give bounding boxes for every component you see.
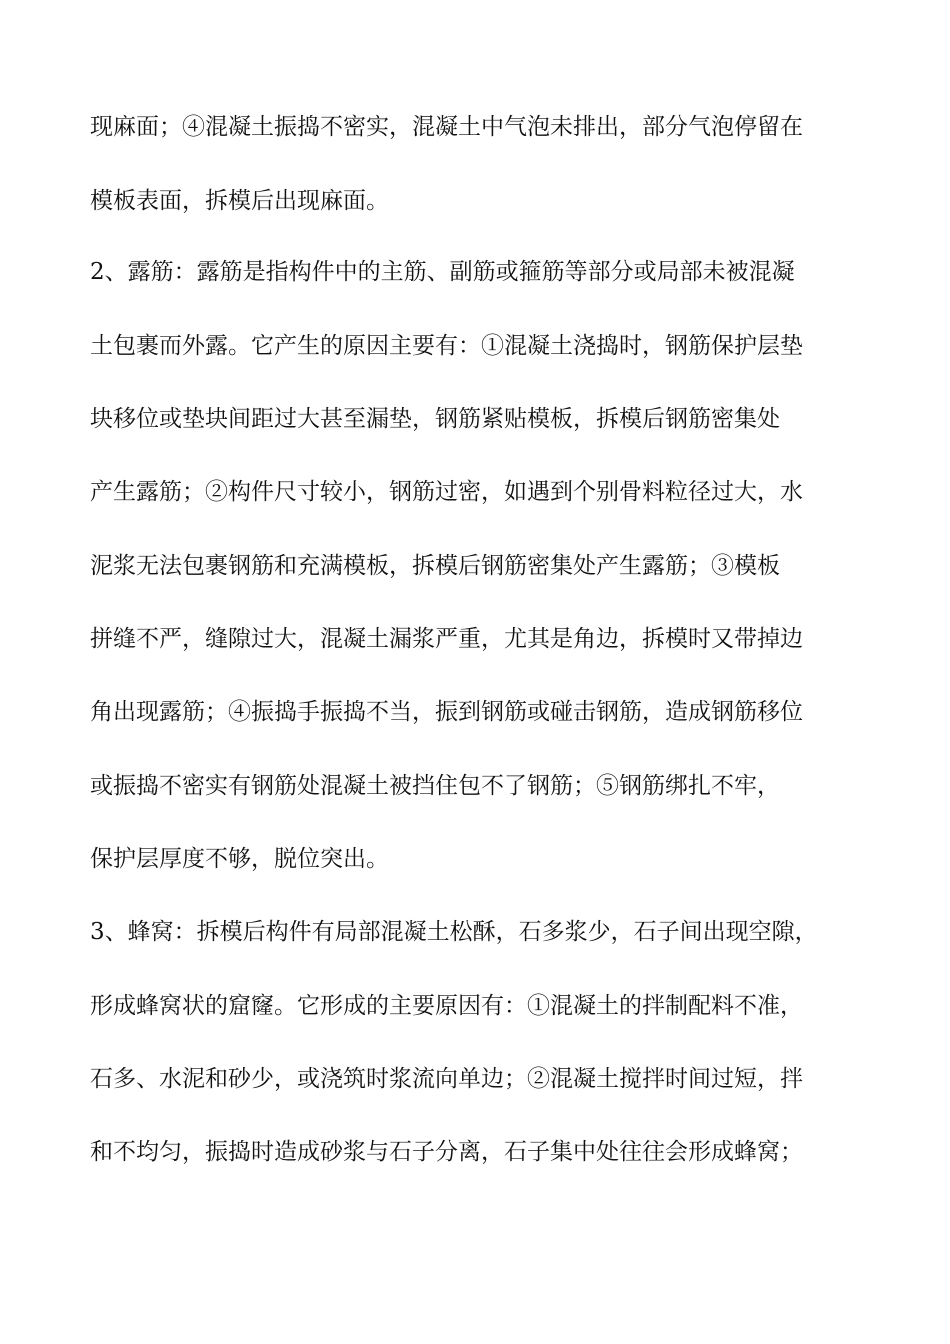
text-line: 石多、水泥和砂少，或浇筑时浆流向单边；②混凝土搅拌时间过短，拌 (90, 1066, 803, 1092)
text-line: 模板表面，拆模后出现麻面。 (90, 188, 389, 214)
text-line: 和不均匀，振捣时造成砂浆与石子分离，石子集中处往往会形成蜂窝； (90, 1139, 803, 1165)
text-line: 产生露筋；②构件尺寸较小，钢筋过密，如遇到个别骨料粒径过大，水 (90, 479, 803, 505)
text-line: 拼缝不严，缝隙过大，混凝土漏浆严重，尤其是角边，拆模时又带掉边 (90, 626, 803, 652)
text-line: 角出现露筋；④振捣手振捣不当，振到钢筋或碰击钢筋，造成钢筋移位 (90, 699, 803, 725)
section-3-heading-line: 3、蜂窝：拆模后构件有局部混凝土松酥，石多浆少，石子间出现空隙， (90, 919, 818, 945)
text-line: 保护层厚度不够，脱位突出。 (90, 846, 389, 872)
text-line: 现麻面；④混凝土振捣不密实，混凝土中气泡未排出，部分气泡停留在 (90, 114, 803, 140)
text-line: 块移位或垫块间距过大甚至漏垫，钢筋紧贴模板，拆模后钢筋密集处 (90, 406, 780, 432)
text-line: 土包裹而外露。它产生的原因主要有：①混凝土浇捣时，钢筋保护层垫 (90, 333, 803, 359)
text-line: 形成蜂窝状的窟窿。它形成的主要原因有：①混凝土的拌制配料不准， (90, 993, 803, 1019)
text-line: 或振捣不密实有钢筋处混凝土被挡住包不了钢筋；⑤钢筋绑扎不牢， (90, 773, 780, 799)
text-line: 泥浆无法包裹钢筋和充满模板，拆模后钢筋密集处产生露筋；③模板 (90, 553, 780, 579)
section-2-heading-line: 2、露筋：露筋是指构件中的主筋、副筋或箍筋等部分或局部未被混凝 (90, 259, 795, 285)
